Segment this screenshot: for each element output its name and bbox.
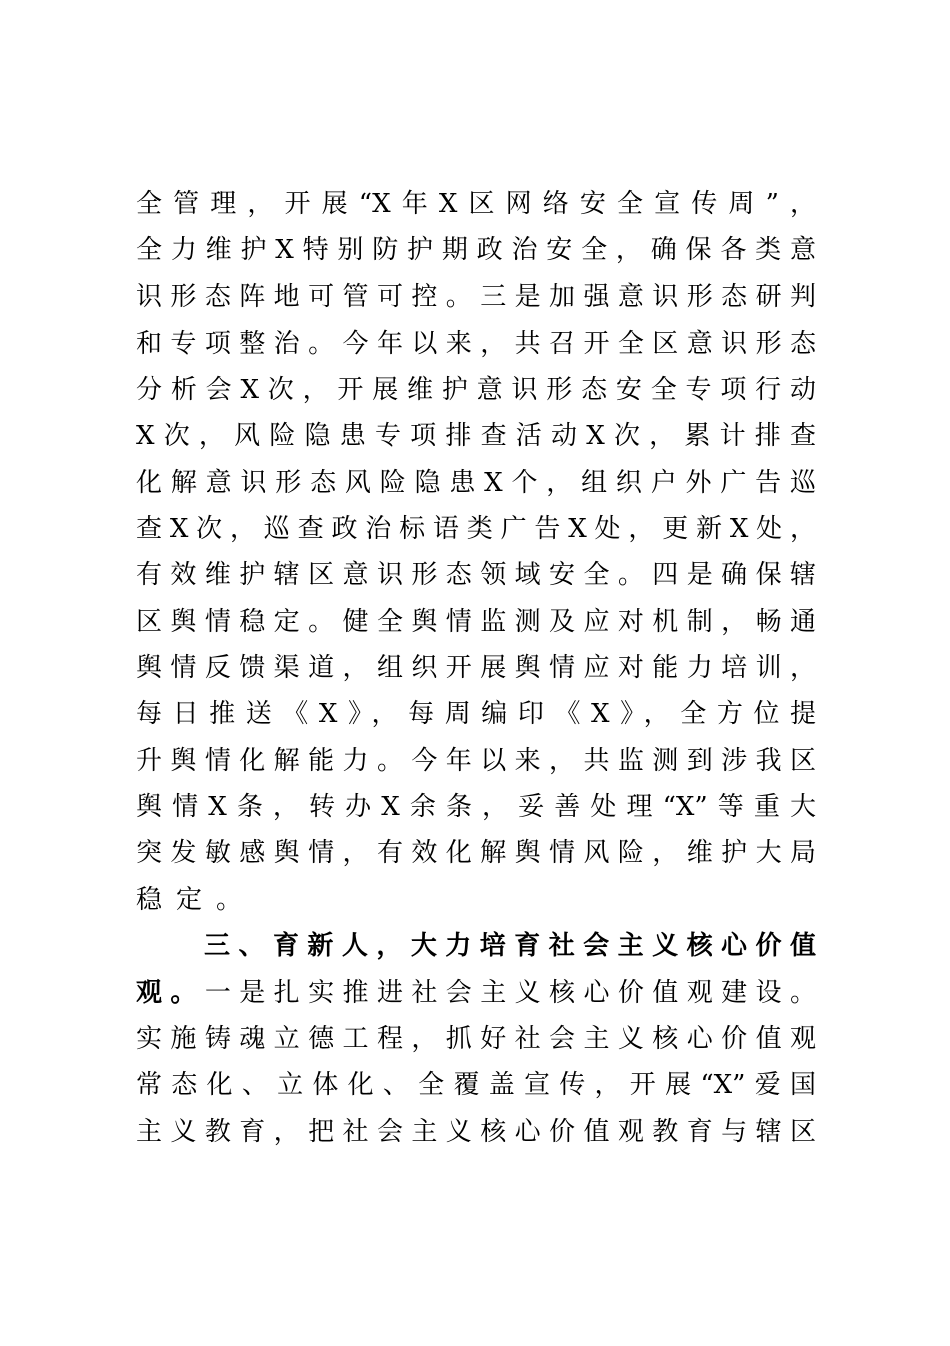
section-heading-end: 观。 [136,978,205,1008]
body-text-line: 全力维护X特别防护期政治安全，确保各类意 [136,235,816,265]
body-text-line: 有效维护辖区意识形态领域安全。四是确保辖 [136,560,816,590]
body-text-line: 和专项整治。今年以来，共召开全区意识形态 [136,329,816,359]
section-heading: 三、育新人，大力培育社会主义核心价值 [204,931,816,961]
body-text-line: 分析会X次，开展维护意识形态安全专项行动 [136,375,816,405]
body-text-segment: 一是扎实推进社会主义核心价值观建设。 [204,978,816,1008]
section-heading-continuation [136,973,816,1013]
body-text-line: 每日推送《X》，每周编印《X》，全方位提 [136,699,816,729]
body-text-line: X次，风险隐患专项排查活动X次，累计排查 [136,421,816,451]
body-text-line: 区舆情稳定。健全舆情监测及应对机制，畅通 [136,607,816,637]
body-text-line: 全管理，开展“X年X区网络安全宣传周”， [136,189,816,219]
body-text-line: 主义教育，把社会主义核心价值观教育与辖区 [136,1117,816,1147]
body-text-line: 稳定。 [136,885,257,915]
body-text-line: 查X次，巡查政治标语类广告X处，更新X处， [136,514,816,544]
body-text-line: 舆情反馈渠道，组织开展舆情应对能力培训， [136,653,816,683]
body-text-line: 突发敏感舆情，有效化解舆情风险，维护大局 [136,838,816,868]
body-text-line: 识形态阵地可管可控。三是加强意识形态研判 [136,282,816,312]
body-text-line: 升舆情化解能力。今年以来，共监测到涉我区 [136,746,816,776]
body-text-line: 舆情X条，转办X余条，妥善处理“X”等重大 [136,792,816,822]
body-text-line: 常态化、立体化、全覆盖宣传，开展“X”爱国 [136,1070,816,1100]
body-text-line: 化解意识形态风险隐患X个，组织户外广告巡 [136,468,816,498]
body-text-line: 实施铸魂立德工程，抓好社会主义核心价值观 [136,1024,816,1054]
